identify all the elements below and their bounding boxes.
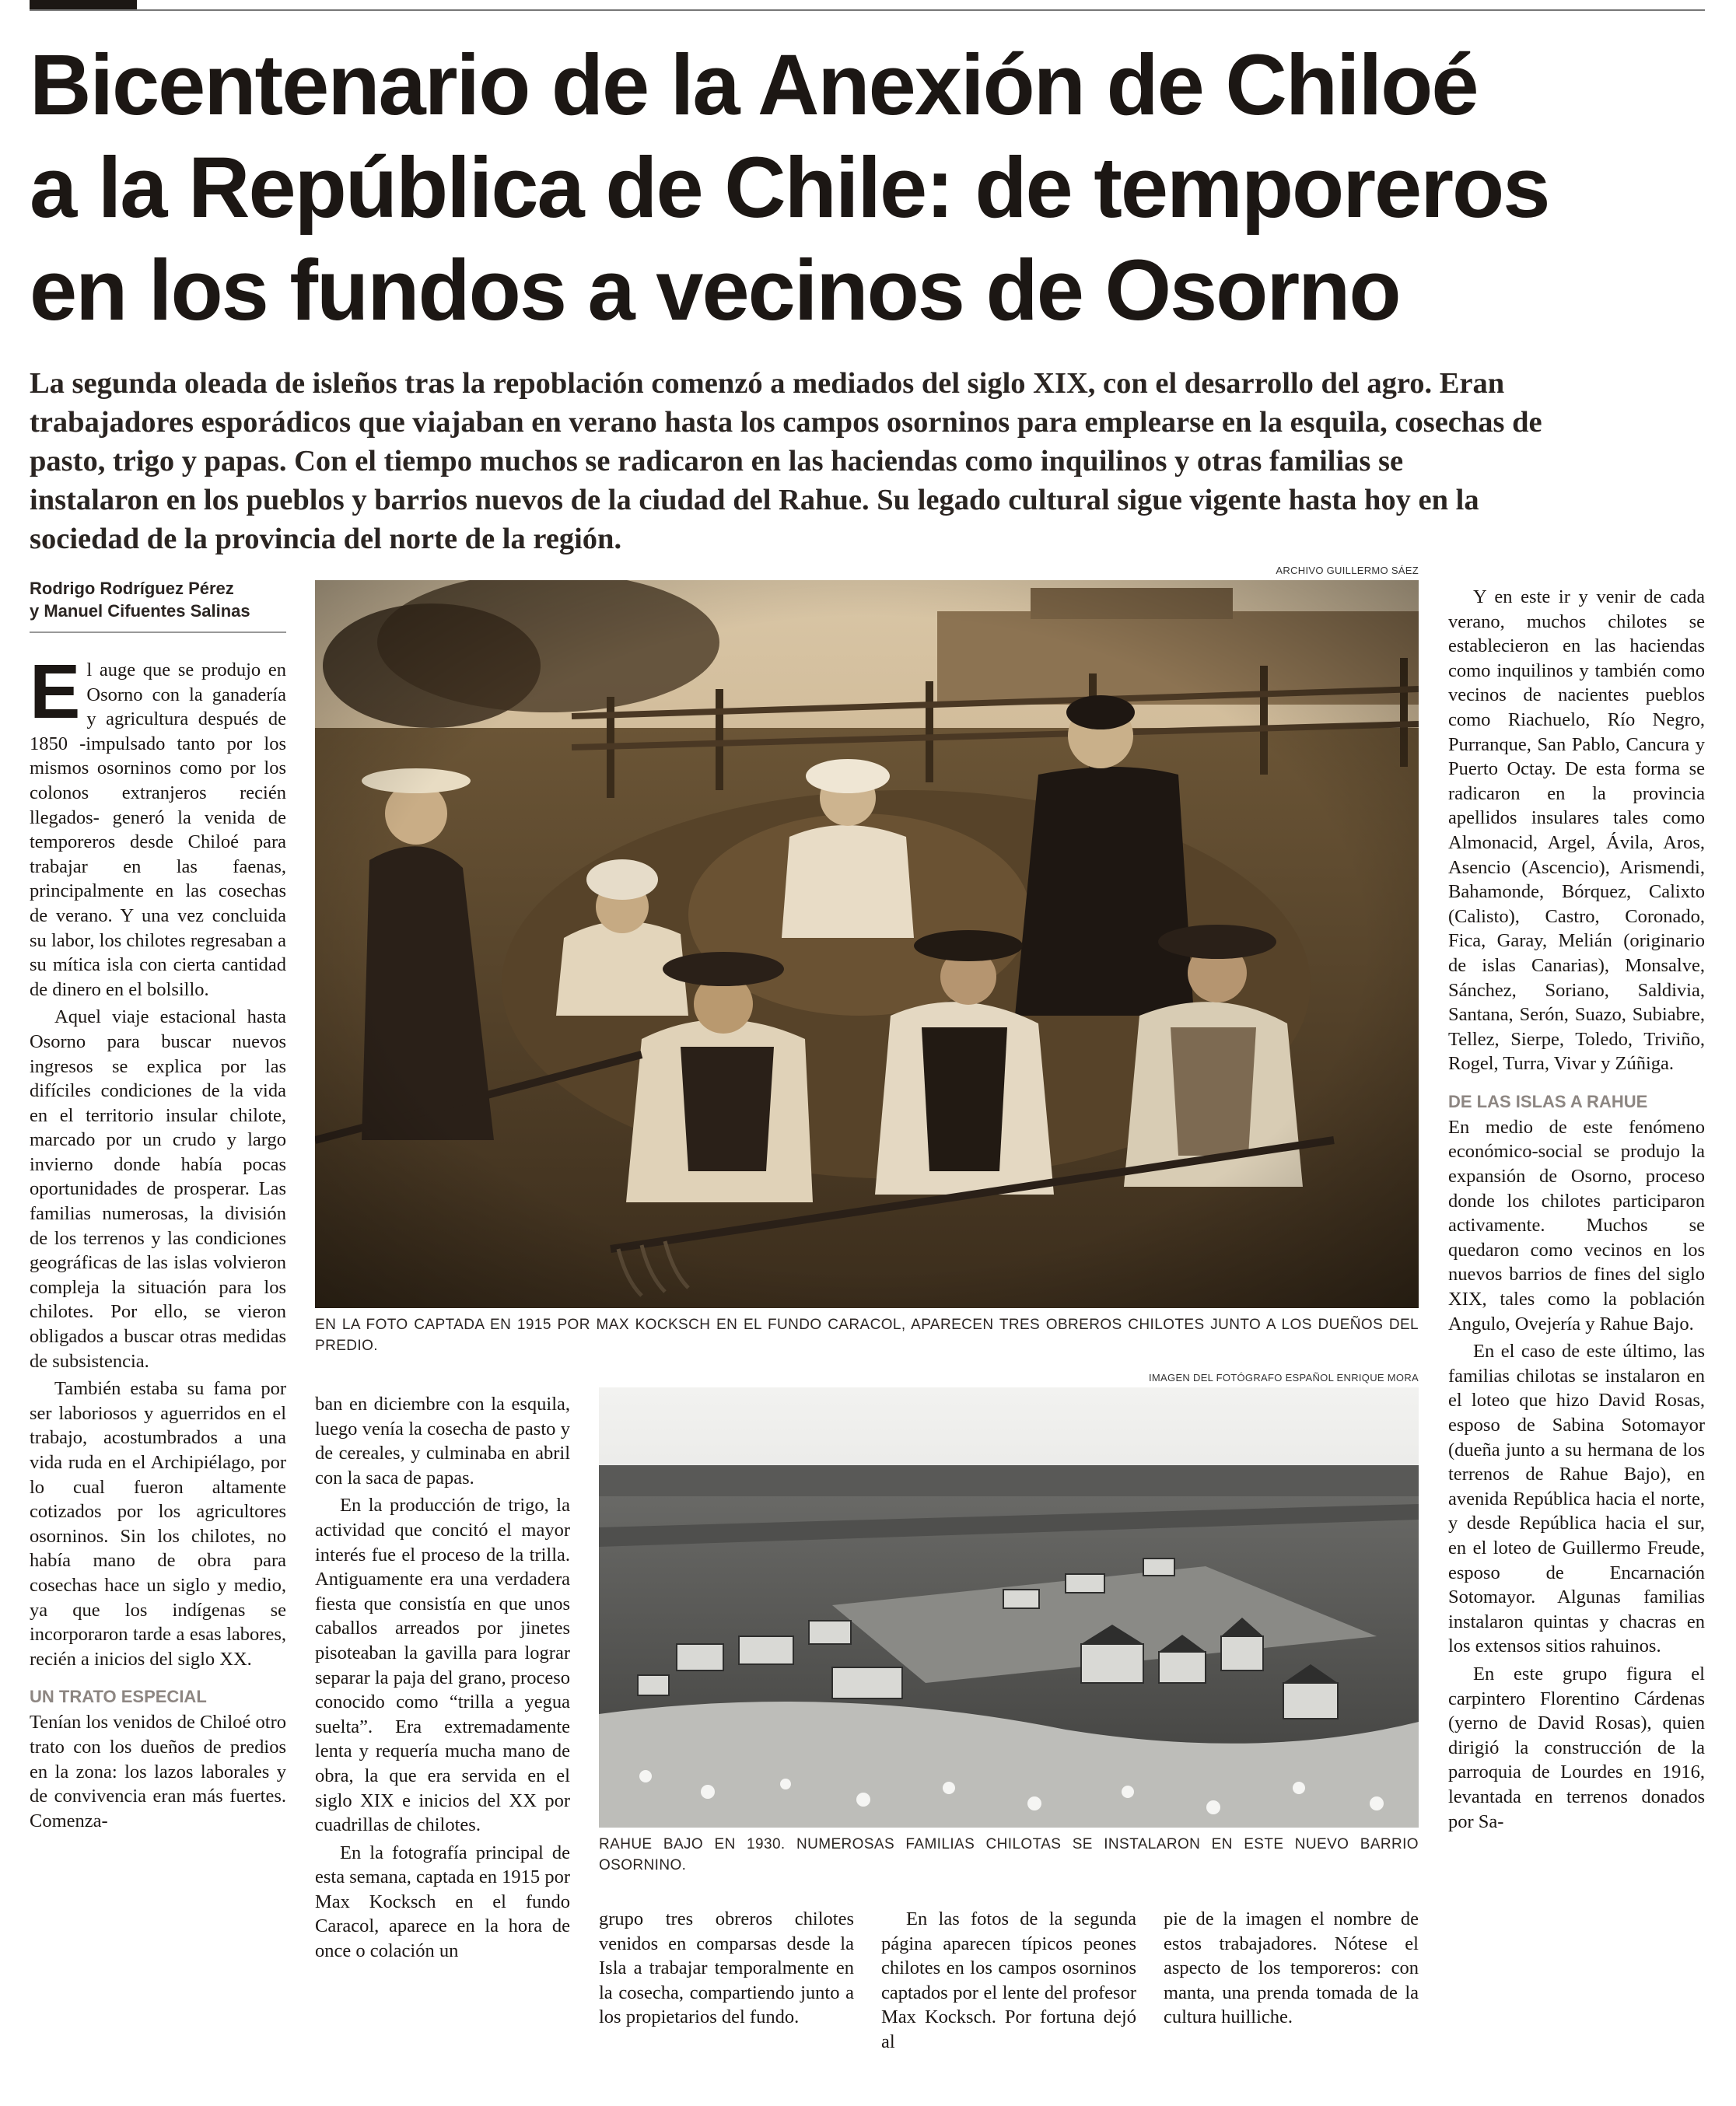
lead-line: La segunda oleada de isleños tras la repoblación comenzó a mediados del siglo XIX, con el desarrollo del agro. Eran	[30, 367, 1505, 400]
harvest-photo-1915	[315, 580, 1419, 1308]
paragraph: En el caso de este último, las familias chilotas se instalaron en el loteo que hizo David Rosas, esposo de Sabina Sotomayor (dueña junto a su hermana de los terrenos de Rahue Bajo), en avenida República hacia el norte, y desde República hacia el sur, en el loteo de Guillermo Freude, esposo de Encarnación Sotomayor. Algunas familias instalaron quintas y chacras en los extensos sitios rahuinos.	[1448, 1341, 1705, 1657]
paragraph: ban en diciembre con la esquila, luego venía la cosecha de pasto y de cereales, y culminaba en abril con la saca de papas.	[315, 1394, 570, 1489]
section-marker-bar	[30, 0, 137, 9]
headline-line: Bicentenario de la Anexión de Chiloé	[30, 37, 1478, 133]
byline	[30, 577, 286, 633]
paragraph: En medio de este fenómeno económico-social se produjo la expansión de Osorno, proceso donde los chilotes participaron activamente. Muchos se quedaron como vecinos en los nuevos barrios de fines del siglo XIX, tales como la población Angulo, Ovejería y Rahue Bajo.	[1448, 1116, 1705, 1335]
lead-paragraph	[30, 364, 1710, 558]
paragraph: En las fotos de la segunda página aparecen típicos peones chilotes en los campos osorninos captados por el lente del profesor Max Kocksch. Por fortuna dejó al	[881, 1908, 1136, 2052]
rahue-bajo-photo-1930	[599, 1387, 1419, 1828]
paragraph: En la producción de trigo, la actividad que concitó el mayor interés fue el proceso de la trilla. Antiguamente era una verdadera fiesta que consistía en que unos caballos arreados por jinetes pisoteaban la gavilla para lograr separar la paja del grano, proceso conocido como “trilla a yegua suelta”. Era extremadamente lenta y requería mucha mano de obra, la que era servida en el siglo XIX e inicios del XX por cuadrillas de chilotes.	[315, 1495, 570, 1836]
article-column-4	[881, 1907, 1136, 2058]
article-column-1	[30, 649, 286, 1836]
paragraph: pie de la imagen el nombre de estos trabajadores. Nótese el aspecto de los temporeros: con manta, una prenda tomada de la cultura huilliche.	[1164, 1908, 1419, 2028]
lead-line: pasto, trigo y papas. Con el tiempo muchos se radicaron en las haciendas como inquilinos y otras familias se	[30, 445, 1404, 478]
top-rule	[30, 9, 1705, 11]
paragraph: Tenían los venidos de Chiloé otro trato con los dueños de predios en la zona: los lazos laborales y de convivencia eran más fuertes. Comenza-	[30, 1712, 286, 1831]
paragraph: Aquel viaje estacional hasta Osorno para buscar nuevos ingresos se explica por las difíciles condiciones de la vida en el territorio insular chilote, marcado por un crudo y largo invierno donde había pocas oportunidades de prosperar. Las familias numerosas, la división de los terrenos y las condiciones geográficas de las islas volvieron compleja la situación para los chilotes. Por ello, se vieron obligados a buscar otras medidas de subsistencia.	[30, 1006, 286, 1372]
headline-line: en los fundos a vecinos de Osorno	[30, 243, 1400, 338]
article-column-2	[315, 1392, 570, 1967]
author-line: y Manuel Cifuentes Salinas	[30, 601, 250, 621]
harvest-photo-illustration	[315, 580, 1419, 1308]
paragraph: grupo tres obreros chilotes venidos en comparsas desde la Isla a trabajar temporalmente en la cosecha, compartiendo junto a los propietarios del fundo.	[599, 1908, 854, 2028]
article-column-6	[1448, 585, 1705, 1837]
photo-credit: ARCHIVO GUILLERMO SÁEZ	[1276, 565, 1419, 576]
section-subhead: DE LAS ISLAS A RAHUE	[1448, 1091, 1648, 1111]
lead-line: trabajadores esporádicos que viajaban en verano hasta los campos osorninos para emplearse en la esquila, cosechas de	[30, 406, 1542, 439]
article-column-3	[599, 1907, 854, 2033]
town-panorama-illustration	[599, 1387, 1419, 1828]
photo-credit: IMAGEN DEL FOTÓGRAFO ESPAÑOL ENRIQUE MORA	[1149, 1372, 1419, 1384]
article-column-5	[1164, 1907, 1419, 2033]
paragraph: Y en este ir y venir de cada verano, muchos chilotes se establecieron en las haciendas como inquilinos y también como vecinos de nacientes pueblos como Riachuelo, Río Negro, Purranque, San Pablo, Cancura y Puerto Octay. De esta forma se radicaron en la provincia apellidos insulares tales como Almonacid, Argel, Ávila, Aros, Asencio (Ascencio), Arismendi, Bahamonde, Bórquez, Calixto (Calisto), Castro, Coronado, Fica, Garay, Melián (originario de islas Canarias), Monsalve, Sánchez, Soriano, Saldivia, Santana, Serón, Suazo, Subiabre, Tellez, Sierpe, Toledo, Triviño, Rogel, Turra, Vivar y Zúñiga.	[1448, 586, 1705, 1075]
section-subhead: UN TRATO ESPECIAL	[30, 1687, 207, 1707]
lead-line: instalaron en los pueblos y barrios nuevos de la ciudad del Rahue. Su legado cultural sigue vigente hasta hoy en la	[30, 484, 1479, 516]
headline-line: a la República de Chile: de temporeros	[30, 140, 1549, 236]
photo-caption: EN LA FOTO CAPTADA EN 1915 POR MAX KOCKSCH EN EL FUNDO CARACOL, APARECEN TRES OBREROS CHILOTES JUNTO A LOS DUEÑOS DEL PREDIO.	[315, 1317, 1419, 1354]
headline	[30, 34, 1710, 342]
paragraph: En este grupo figura el carpintero Florentino Cárdenas (yerno de David Rosas), quien dirigió la construcción de la parroquia de Lourdes en 1916, levantada en terrenos donados por Sa-	[1448, 1663, 1705, 1832]
paragraph: En la fotografía principal de esta semana, captada en 1915 por Max Kocksch en el fundo Caracol, aparece en la hora de once o colación un	[315, 1842, 570, 1962]
author-line: Rodrigo Rodríguez Pérez	[30, 579, 234, 598]
paragraph: El auge que se produjo en Osorno con la ganadería y agricultura después de 1850 -impulsado tanto por los mismos osorninos como por los colonos extranjeros recién llegados- generó la venida de temporeros desde Chiloé para trabajar en las faenas, principalmente en las cosechas de verano. Y una vez concluida su labor, los chilotes regresaban a su mítica isla con cierta cantidad de dinero en el bolsillo.	[30, 649, 286, 1000]
photo-caption: RAHUE BAJO EN 1930. NUMEROSAS FAMILIAS CHILOTAS SE INSTALARON EN ESTE NUEVO BARRIO OSORNINO.	[599, 1836, 1419, 1873]
paragraph: También estaba su fama por ser laboriosos y aguerridos en el trabajo, acostumbrados a una vida ruda en el Archipiélago, por lo cual fueron altamente cotizados por los agricultores osorninos. Sin los chilotes, no había mano de obra para cosechas hace un siglo y medio, ya que los indígenas se incorporaron tarde a esas labores, recién a inicios del siglo XX.	[30, 1378, 286, 1670]
lead-line: sociedad de la provincia del norte de la región.	[30, 523, 622, 555]
